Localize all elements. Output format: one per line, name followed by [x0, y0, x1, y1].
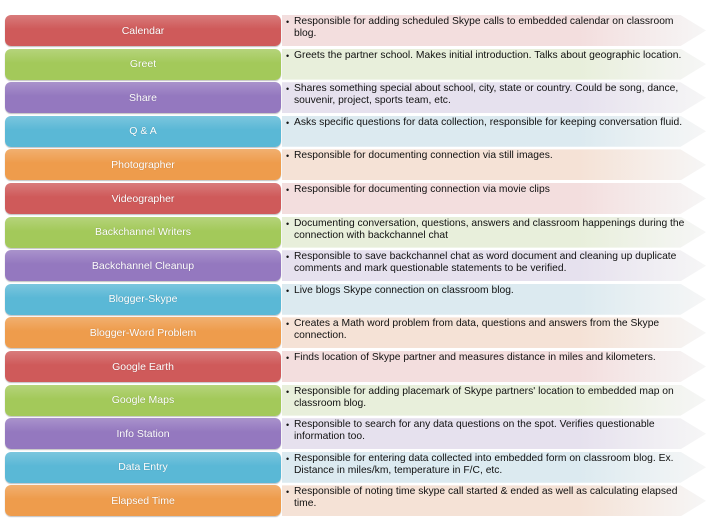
- role-description-text: Responsible for adding placemark of Skype partners' location to embedded map on classroom blog.: [294, 385, 674, 409]
- role-row: [0, 149, 711, 180]
- role-label: Photographer: [5, 149, 281, 180]
- role-label: Greet: [5, 49, 281, 80]
- role-description-text: Responsible to save backchannel chat as word document and cleaning up duplicate comments and mark questionable statements to be verified.: [294, 251, 677, 275]
- role-description: [286, 117, 696, 129]
- bullet-icon: •: [286, 420, 290, 431]
- role-description: [286, 352, 696, 364]
- role-label: Data Entry: [5, 452, 281, 483]
- role-row: [0, 284, 711, 315]
- bullet-icon: •: [286, 353, 290, 363]
- role-row: [0, 15, 711, 46]
- bullet-icon: •: [286, 218, 290, 229]
- role-label: Videographer: [5, 183, 281, 214]
- role-row: [0, 49, 711, 80]
- bullet-icon: •: [286, 50, 290, 61]
- role-description: [286, 184, 696, 196]
- role-row: [0, 351, 711, 382]
- bullet-icon: •: [286, 386, 290, 397]
- role-description: [286, 83, 696, 107]
- role-description-text: Finds location of Skype partner and measures distance in miles and kilometers.: [294, 352, 656, 363]
- bullet-icon: •: [286, 453, 290, 464]
- bullet-icon: •: [286, 252, 290, 263]
- role-label: Info Station: [5, 418, 281, 449]
- role-description: [286, 16, 696, 40]
- role-row: [0, 485, 711, 516]
- role-description: [286, 218, 696, 242]
- role-label: Blogger-Skype: [5, 284, 281, 315]
- bullet-icon: •: [286, 117, 290, 128]
- role-label: Google Earth: [5, 351, 281, 382]
- role-label: Backchannel Cleanup: [5, 250, 281, 281]
- role-description-text: Creates a Math word problem from data, questions and answers from the Skype connection.: [294, 318, 660, 342]
- role-description-text: Live blogs Skype connection on classroom blog.: [294, 284, 514, 296]
- bullet-icon: •: [286, 487, 290, 498]
- role-description: [286, 453, 696, 477]
- role-label: Elapsed Time: [5, 485, 281, 516]
- role-row: [0, 418, 711, 449]
- role-description: [286, 419, 696, 443]
- bullet-icon: •: [286, 285, 290, 296]
- role-row: [0, 116, 711, 147]
- bullet-icon: •: [286, 185, 290, 195]
- role-description: [286, 251, 696, 275]
- bullet-icon: •: [286, 151, 290, 162]
- role-label: Backchannel Writers: [5, 217, 281, 248]
- role-description: [286, 285, 696, 297]
- role-description: [286, 486, 696, 510]
- role-row: [0, 385, 711, 416]
- role-row: [0, 82, 711, 113]
- role-label: Blogger-Word Problem: [5, 317, 281, 348]
- role-row: [0, 250, 711, 281]
- role-label: Q & A: [5, 116, 281, 147]
- role-row: [0, 452, 711, 483]
- role-description-text: Responsible for entering data collected into embedded form on classroom blog. Ex. Distance in miles/km, temperature in F/C, etc.: [294, 452, 674, 476]
- role-label: Share: [5, 82, 281, 113]
- role-description-text: Responsible for documenting connection via still images.: [294, 150, 553, 162]
- role-row: [0, 217, 711, 248]
- role-label: Google Maps: [5, 385, 281, 416]
- role-description-text: Responsible for documenting connection via movie clips: [294, 184, 550, 195]
- role-description-text: Responsible to search for any data questions on the spot. Verifies questionable information too.: [294, 419, 655, 443]
- role-description-text: Shares something special about school, city, state or country. Could be song, dance, souvenir, project, sports team, etc.: [294, 83, 679, 107]
- role-description: [286, 150, 696, 162]
- role-description: [286, 50, 696, 62]
- role-description-text: Greets the partner school. Makes initial introduction. Talks about geographic location.: [294, 49, 682, 61]
- role-row: [0, 317, 711, 348]
- bullet-icon: •: [286, 319, 290, 330]
- role-description: [286, 318, 696, 342]
- role-description-text: Responsible for adding scheduled Skype calls to embedded calendar on classroom blog.: [294, 16, 674, 39]
- role-description: [286, 386, 696, 410]
- role-description-text: Responsible of noting time skype call started & ended as well as calculating elapsed time.: [294, 486, 678, 510]
- bullet-icon: •: [286, 84, 290, 95]
- role-label: Calendar: [5, 15, 281, 46]
- role-description-text: Documenting conversation, questions, answers and classroom happenings during the connection with backchannel chat: [294, 217, 685, 241]
- role-row: [0, 183, 711, 214]
- bullet-icon: •: [286, 17, 290, 27]
- role-description-text: Asks specific questions for data collection, responsible for keeping conversation fluid.: [294, 116, 683, 128]
